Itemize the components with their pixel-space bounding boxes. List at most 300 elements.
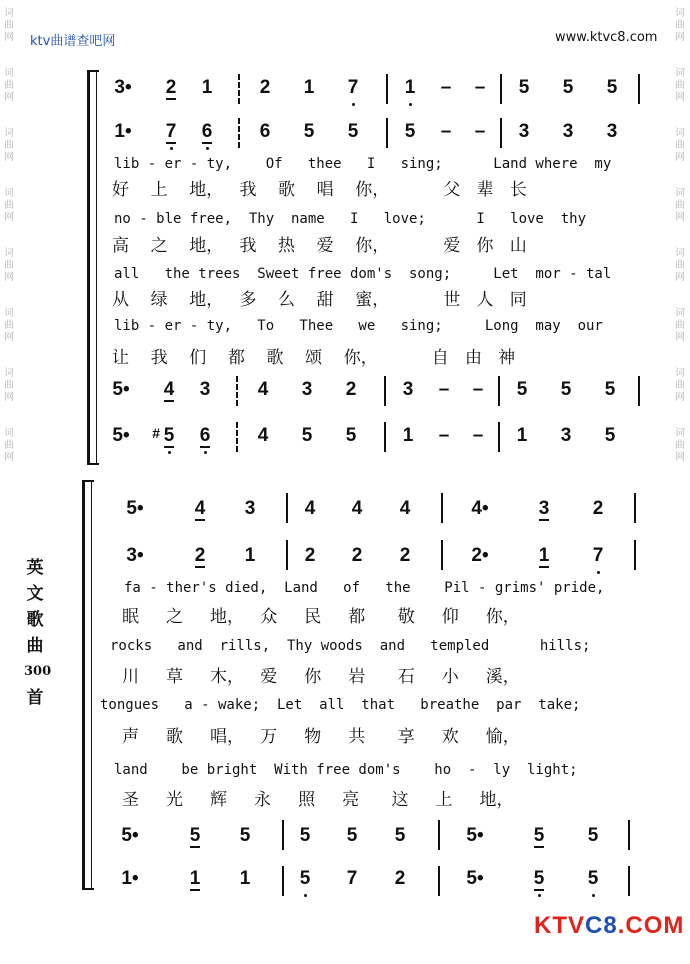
note: [197, 77, 217, 99]
watermark-char: 词: [675, 308, 685, 319]
spine-char: 300: [24, 664, 52, 679]
note-value: 5•: [121, 825, 139, 846]
barline: [282, 866, 284, 896]
watermark-char: 网: [4, 212, 14, 223]
note-value: 1: [189, 868, 201, 889]
note: [470, 498, 490, 520]
note: [297, 379, 317, 401]
eighth-underline: [195, 519, 205, 521]
note: [602, 77, 622, 99]
note-value: 1: [303, 77, 315, 98]
note-value: 2: [592, 498, 604, 519]
note: [588, 498, 608, 520]
note: [235, 825, 255, 847]
octave-dot: [409, 103, 412, 106]
watermark-char: 曲: [675, 260, 685, 271]
note-value: 5: [606, 77, 618, 98]
system1-bracket-top: [87, 70, 99, 72]
note: [434, 425, 454, 447]
watermark-right: [673, 0, 687, 964]
note: [295, 825, 315, 847]
logo-c8: C8: [585, 912, 618, 939]
note: [602, 121, 622, 143]
barline: [628, 820, 630, 850]
note-value: 5: [533, 825, 545, 846]
system1-bracket-bottom: [87, 463, 99, 465]
note: [195, 379, 215, 401]
barline: [500, 118, 502, 148]
watermark-left: [2, 0, 16, 964]
barline: [441, 493, 443, 523]
watermark-char: 网: [4, 392, 14, 403]
note: [468, 425, 488, 447]
watermark-char: 词: [675, 428, 685, 439]
watermark-char: 网: [675, 392, 685, 403]
lyric-line-cn: 川 草 木， 爱 你 岩 石 小 溪，: [122, 667, 520, 687]
note-value: 1: [201, 77, 213, 98]
watermark-char: 曲: [675, 20, 685, 31]
barline: [500, 74, 502, 104]
note: [113, 121, 133, 143]
note: [152, 425, 179, 447]
note-value: 1•: [121, 868, 139, 889]
note: [185, 868, 205, 890]
note: [512, 425, 532, 447]
system2-bracket: [82, 480, 85, 890]
note-value: 3: [606, 121, 618, 142]
note: [390, 868, 410, 890]
note-value: –: [440, 121, 452, 142]
lyric-line-en: rocks and rills, Thy woods and templed hills;: [110, 638, 591, 654]
note: [556, 379, 576, 401]
eighth-underline: [534, 889, 544, 891]
octave-dot: [170, 147, 173, 150]
spine-char: 文: [26, 584, 44, 604]
watermark-char: 词: [4, 128, 14, 139]
octave-dot: [597, 571, 600, 574]
note: [600, 425, 620, 447]
system2-bracket-top: [82, 480, 94, 482]
note-value: 5•: [466, 825, 484, 846]
lyric-line-en: lib - er - ty, To Thee we sing; Long may our: [114, 318, 603, 334]
watermark-char: 词: [4, 188, 14, 199]
note: [347, 545, 367, 567]
note-value: 3: [244, 498, 256, 519]
note: [470, 121, 490, 143]
octave-dot: [206, 147, 209, 150]
note-value: 5: [301, 425, 313, 446]
note-value: 5: [516, 379, 528, 400]
note-value: 3: [560, 425, 572, 446]
lyric-line-cn: 圣 光 辉 永 照 亮 这 上 地，: [122, 790, 514, 810]
system2-line: [91, 482, 92, 888]
barline: [498, 422, 500, 452]
note-value: –: [472, 425, 484, 446]
lyric-line-cn: 眠 之 地， 众 民 都 敬 仰 你，: [122, 607, 520, 627]
note: [465, 825, 485, 847]
note-value: 4: [351, 498, 363, 519]
watermark-char: 词: [675, 188, 685, 199]
lyric-line-cn: 好 上 地， 我 歌 唱 你， 父 辈 长: [112, 180, 527, 200]
note: [253, 425, 273, 447]
system2-bracket-bottom: [82, 888, 94, 890]
barline: [286, 493, 288, 523]
note-value: 2: [351, 545, 363, 566]
note-value: 5: [562, 77, 574, 98]
note-value: 1: [404, 77, 416, 98]
note: [465, 868, 485, 890]
note: [470, 77, 490, 99]
barline: [438, 820, 440, 850]
note-value: 5: [560, 379, 572, 400]
watermark-char: 词: [675, 128, 685, 139]
note: [190, 498, 210, 520]
watermark-char: 曲: [4, 380, 14, 391]
note-value: 2: [345, 379, 357, 400]
note: [161, 121, 181, 143]
note-value: 4: [257, 425, 269, 446]
note-value: 5: [239, 825, 251, 846]
eighth-underline: [164, 400, 174, 402]
lyric-line-en: lib - er - ty, Of thee I sing; Land where my: [114, 156, 612, 172]
note-value: 4: [304, 498, 316, 519]
note-value: 7: [347, 77, 359, 98]
note: [190, 545, 210, 567]
note-value: 7: [346, 868, 358, 889]
note-value: 5: [533, 868, 545, 889]
note-value: –: [474, 77, 486, 98]
barline: [638, 74, 640, 104]
note: [341, 425, 361, 447]
note: [120, 868, 140, 890]
eighth-underline: [190, 889, 200, 891]
watermark-char: 词: [675, 68, 685, 79]
octave-dot: [592, 894, 595, 897]
barline: [238, 118, 240, 148]
note: [125, 498, 145, 520]
watermark-char: 曲: [4, 80, 14, 91]
barline: [286, 540, 288, 570]
note-value: 3: [518, 121, 530, 142]
note-value: 1: [244, 545, 256, 566]
note: [111, 425, 131, 447]
note: [468, 379, 488, 401]
watermark-char: 词: [675, 8, 685, 19]
note: [434, 379, 454, 401]
note-value: 7: [165, 121, 177, 142]
logo-com: .COM: [617, 912, 685, 939]
note: [436, 77, 456, 99]
barline: [438, 866, 440, 896]
note: [300, 545, 320, 567]
watermark-char: 网: [4, 32, 14, 43]
note: [197, 121, 217, 143]
note: [583, 825, 603, 847]
eighth-underline: [164, 446, 174, 448]
barline: [634, 493, 636, 523]
note: [395, 545, 415, 567]
note: [400, 121, 420, 143]
note-value: –: [474, 121, 486, 142]
barline: [238, 74, 240, 104]
eighth-underline: [539, 519, 549, 521]
note: [185, 825, 205, 847]
note-value: 3•: [114, 77, 132, 98]
note-value: 5: [394, 825, 406, 846]
barline: [441, 540, 443, 570]
watermark-char: 曲: [675, 140, 685, 151]
note-value: 4: [163, 379, 175, 400]
note: [347, 498, 367, 520]
note-value: 3: [301, 379, 313, 400]
note-value: –: [472, 379, 484, 400]
site-name[interactable]: ktv曲谱查吧网: [30, 34, 116, 49]
note: [529, 825, 549, 847]
watermark-char: 网: [4, 92, 14, 103]
eighth-underline: [200, 446, 210, 448]
lyric-line-cn: 高 之 地， 我 热 爱 你， 爱 你 山: [112, 236, 527, 256]
note-value: 5•: [466, 868, 484, 889]
note-value: 5: [299, 868, 311, 889]
note-value: 3: [562, 121, 574, 142]
note-value: –: [440, 77, 452, 98]
barline: [638, 376, 640, 406]
note: [556, 425, 576, 447]
note: [253, 379, 273, 401]
note-value: 5: [604, 425, 616, 446]
watermark-char: 网: [675, 32, 685, 43]
note: [529, 868, 549, 890]
note: [255, 121, 275, 143]
note-value: 1: [402, 425, 414, 446]
note: [297, 425, 317, 447]
eighth-underline: [166, 98, 176, 100]
watermark-char: 曲: [4, 320, 14, 331]
note: [398, 379, 418, 401]
lyric-line-cn: 让 我 们 都 歌 颂 你， 自 由 神: [112, 348, 516, 368]
note-value: 5: [404, 121, 416, 142]
note-value: 5•: [126, 498, 144, 519]
note-value: 5: [346, 825, 358, 846]
watermark-char: 网: [4, 332, 14, 343]
note: [342, 825, 362, 847]
note-value: 3: [402, 379, 414, 400]
note: [588, 545, 608, 567]
system1-bracket: [87, 70, 90, 465]
lyric-line-en: tongues a - wake; Let all that breathe par take;: [100, 697, 581, 713]
note: [113, 77, 133, 99]
note-value: 5: [345, 425, 357, 446]
watermark-char: 网: [4, 452, 14, 463]
note: [299, 121, 319, 143]
note: [558, 77, 578, 99]
watermark-char: 网: [675, 212, 685, 223]
note-value: 5: [189, 825, 201, 846]
note: [240, 498, 260, 520]
note: [120, 825, 140, 847]
barline: [498, 376, 500, 406]
eighth-underline: [539, 566, 549, 568]
barline: [634, 540, 636, 570]
spine-char: 曲: [26, 636, 44, 656]
watermark-char: 词: [675, 368, 685, 379]
note-value: 5: [303, 121, 315, 142]
note-value: 6: [199, 425, 211, 446]
note: [470, 545, 490, 567]
barline: [628, 866, 630, 896]
lyric-line-en: all the trees Sweet free dom's song; Let mor - tal: [114, 266, 612, 282]
note-value: 7: [592, 545, 604, 566]
watermark-char: 网: [675, 272, 685, 283]
note-value: 2: [304, 545, 316, 566]
note: [255, 77, 275, 99]
watermark-char: 词: [4, 308, 14, 319]
note-value: 2: [194, 545, 206, 566]
note-value: 5•: [112, 425, 130, 446]
spine-char: 首: [26, 688, 44, 708]
octave-dot: [304, 894, 307, 897]
note: [341, 379, 361, 401]
site-url[interactable]: www.ktvc8.com: [555, 30, 658, 45]
note-value: 5: [587, 868, 599, 889]
barline: [384, 422, 386, 452]
watermark-char: 词: [675, 248, 685, 259]
note: [436, 121, 456, 143]
spine-char: 歌: [26, 610, 44, 630]
note: [195, 425, 215, 447]
note-value: 2: [165, 77, 177, 98]
note-value: 6: [201, 121, 213, 142]
note-value: 4: [257, 379, 269, 400]
watermark-char: 曲: [675, 80, 685, 91]
site-logo[interactable]: [534, 912, 684, 940]
note-value: 1•: [114, 121, 132, 142]
note: [300, 498, 320, 520]
note: [111, 379, 131, 401]
note-value: 5: [299, 825, 311, 846]
watermark-char: 曲: [4, 20, 14, 31]
watermark-char: 网: [675, 452, 685, 463]
note: [343, 121, 363, 143]
note-value: 5•: [112, 379, 130, 400]
eighth-underline: [202, 142, 212, 144]
lyric-line-cn: 声 歌 唱， 万 物 共 享 欢 愉，: [122, 727, 520, 747]
octave-dot: [352, 103, 355, 106]
eighth-underline: [195, 566, 205, 568]
note-value: 3: [538, 498, 550, 519]
note: [534, 545, 554, 567]
spine-char: 英: [26, 558, 44, 578]
note: [398, 425, 418, 447]
watermark-char: 曲: [675, 380, 685, 391]
watermark-char: 网: [675, 332, 685, 343]
watermark-char: 曲: [4, 200, 14, 211]
note: [240, 545, 260, 567]
octave-dot: [204, 451, 207, 454]
octave-dot: [538, 894, 541, 897]
note-value: 2•: [471, 545, 489, 566]
note-value: 6: [259, 121, 271, 142]
barline: [282, 820, 284, 850]
system1-line: [96, 72, 97, 464]
note: [390, 825, 410, 847]
lyric-line-en: no - ble free, Thy name I love; I love thy: [114, 211, 587, 227]
note: [159, 379, 179, 401]
note-value: 5: [163, 425, 175, 446]
eighth-underline: [534, 846, 544, 848]
watermark-char: 曲: [675, 440, 685, 451]
note-value: 5: [518, 77, 530, 98]
barline: [386, 118, 388, 148]
watermark-char: 词: [4, 248, 14, 259]
note-value: 1: [538, 545, 550, 566]
lyric-line-en: fa - ther's died, Land of the Pil - grims' pride,: [124, 580, 605, 596]
lyric-line-en: land be bright With free dom's ho - ly light;: [114, 762, 578, 778]
sharp-sign: #: [152, 425, 160, 441]
note-value: –: [438, 425, 450, 446]
note-value: 2: [259, 77, 271, 98]
eighth-underline: [166, 142, 176, 144]
note: [514, 77, 534, 99]
note-value: 4•: [471, 498, 489, 519]
note: [125, 545, 145, 567]
note-value: 4: [194, 498, 206, 519]
note-value: 5: [347, 121, 359, 142]
note: [558, 121, 578, 143]
note-value: –: [438, 379, 450, 400]
note-value: 3: [199, 379, 211, 400]
barline: [236, 376, 238, 406]
watermark-char: 网: [4, 272, 14, 283]
watermark-char: 词: [4, 428, 14, 439]
note-value: 3•: [126, 545, 144, 566]
watermark-char: 曲: [675, 320, 685, 331]
note: [395, 498, 415, 520]
note-value: 5: [587, 825, 599, 846]
note-value: 2: [394, 868, 406, 889]
watermark-char: 词: [4, 368, 14, 379]
watermark-char: 曲: [4, 440, 14, 451]
eighth-underline: [190, 846, 200, 848]
note: [534, 498, 554, 520]
note: [400, 77, 420, 99]
note: [342, 868, 362, 890]
watermark-char: 曲: [675, 200, 685, 211]
note: [514, 121, 534, 143]
note-value: 2: [399, 545, 411, 566]
barline: [384, 376, 386, 406]
watermark-char: 词: [4, 8, 14, 19]
watermark-char: 词: [4, 68, 14, 79]
note-value: 1: [516, 425, 528, 446]
note-value: 5: [604, 379, 616, 400]
barline: [236, 422, 238, 452]
watermark-char: 曲: [4, 260, 14, 271]
book-title-vertical: [24, 555, 52, 711]
barline: [386, 74, 388, 104]
note: [343, 77, 363, 99]
logo-ktv: KTV: [534, 912, 585, 939]
note: [600, 379, 620, 401]
note-value: 1: [239, 868, 251, 889]
watermark-char: 网: [675, 152, 685, 163]
note: [295, 868, 315, 890]
watermark-char: 网: [4, 152, 14, 163]
note: [512, 379, 532, 401]
note: [299, 77, 319, 99]
watermark-char: 网: [675, 92, 685, 103]
note: [235, 868, 255, 890]
